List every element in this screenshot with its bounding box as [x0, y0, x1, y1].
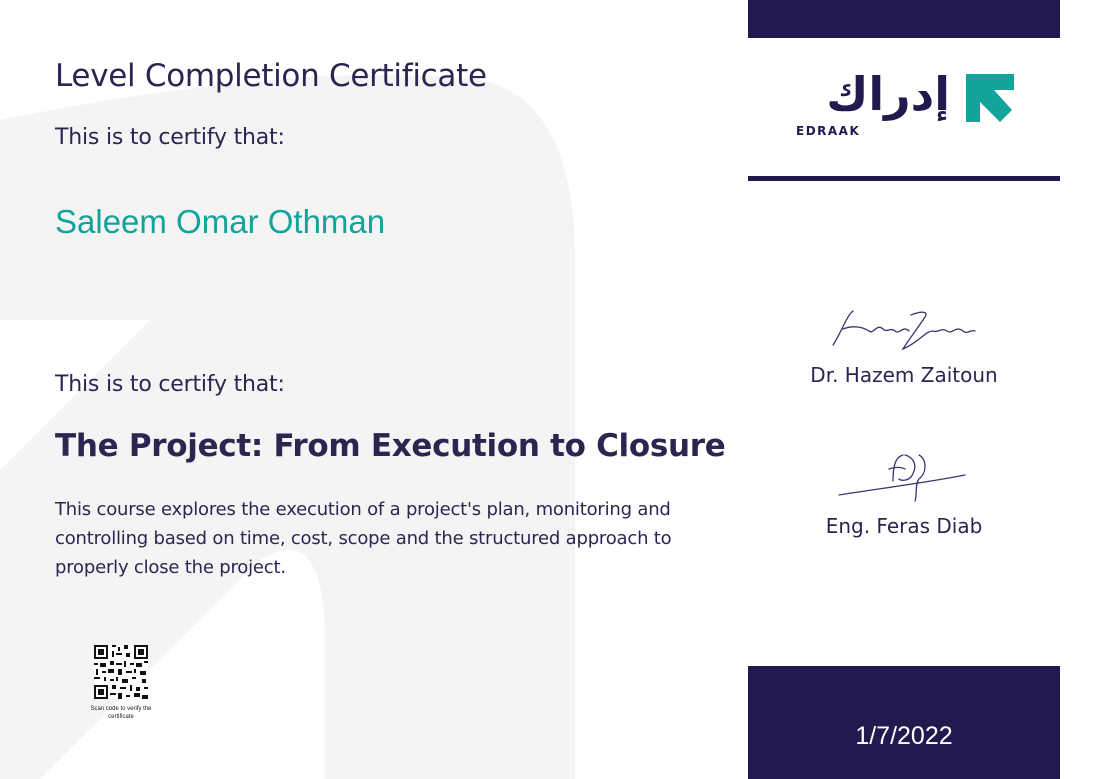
header-divider [748, 176, 1060, 181]
logo-latin: EDRAAK [796, 124, 861, 138]
qr-caption: Scan code to verify the certificate [90, 706, 152, 720]
certify-intro-second: This is to certify that: [55, 372, 285, 397]
certificate-title: Level Completion Certificate [55, 58, 487, 94]
course-description: This course explores the execution of a project's plan, monitoring and controlling based on time, cost, scope and the structured approach to properly close the project. [55, 499, 672, 578]
certificate-date: 1/7/2022 [855, 722, 953, 750]
signature-feras-diab [835, 445, 970, 507]
signatory-2-name: Eng. Feras Diab [825, 514, 983, 538]
recipient-name: Saleem Omar Othman [55, 203, 386, 240]
logo-arabic: إدراك [826, 68, 950, 121]
signature-hazem-zaitoun [825, 305, 980, 355]
qr-code-icon[interactable] [94, 645, 148, 699]
header-band [748, 0, 1060, 38]
arrow-logo-icon [966, 74, 1014, 122]
signatory-1-name: Dr. Hazem Zaitoun [810, 363, 998, 387]
course-title: The Project: From Execution to Closure [55, 428, 726, 464]
certify-intro: This is to certify that: [55, 125, 285, 150]
